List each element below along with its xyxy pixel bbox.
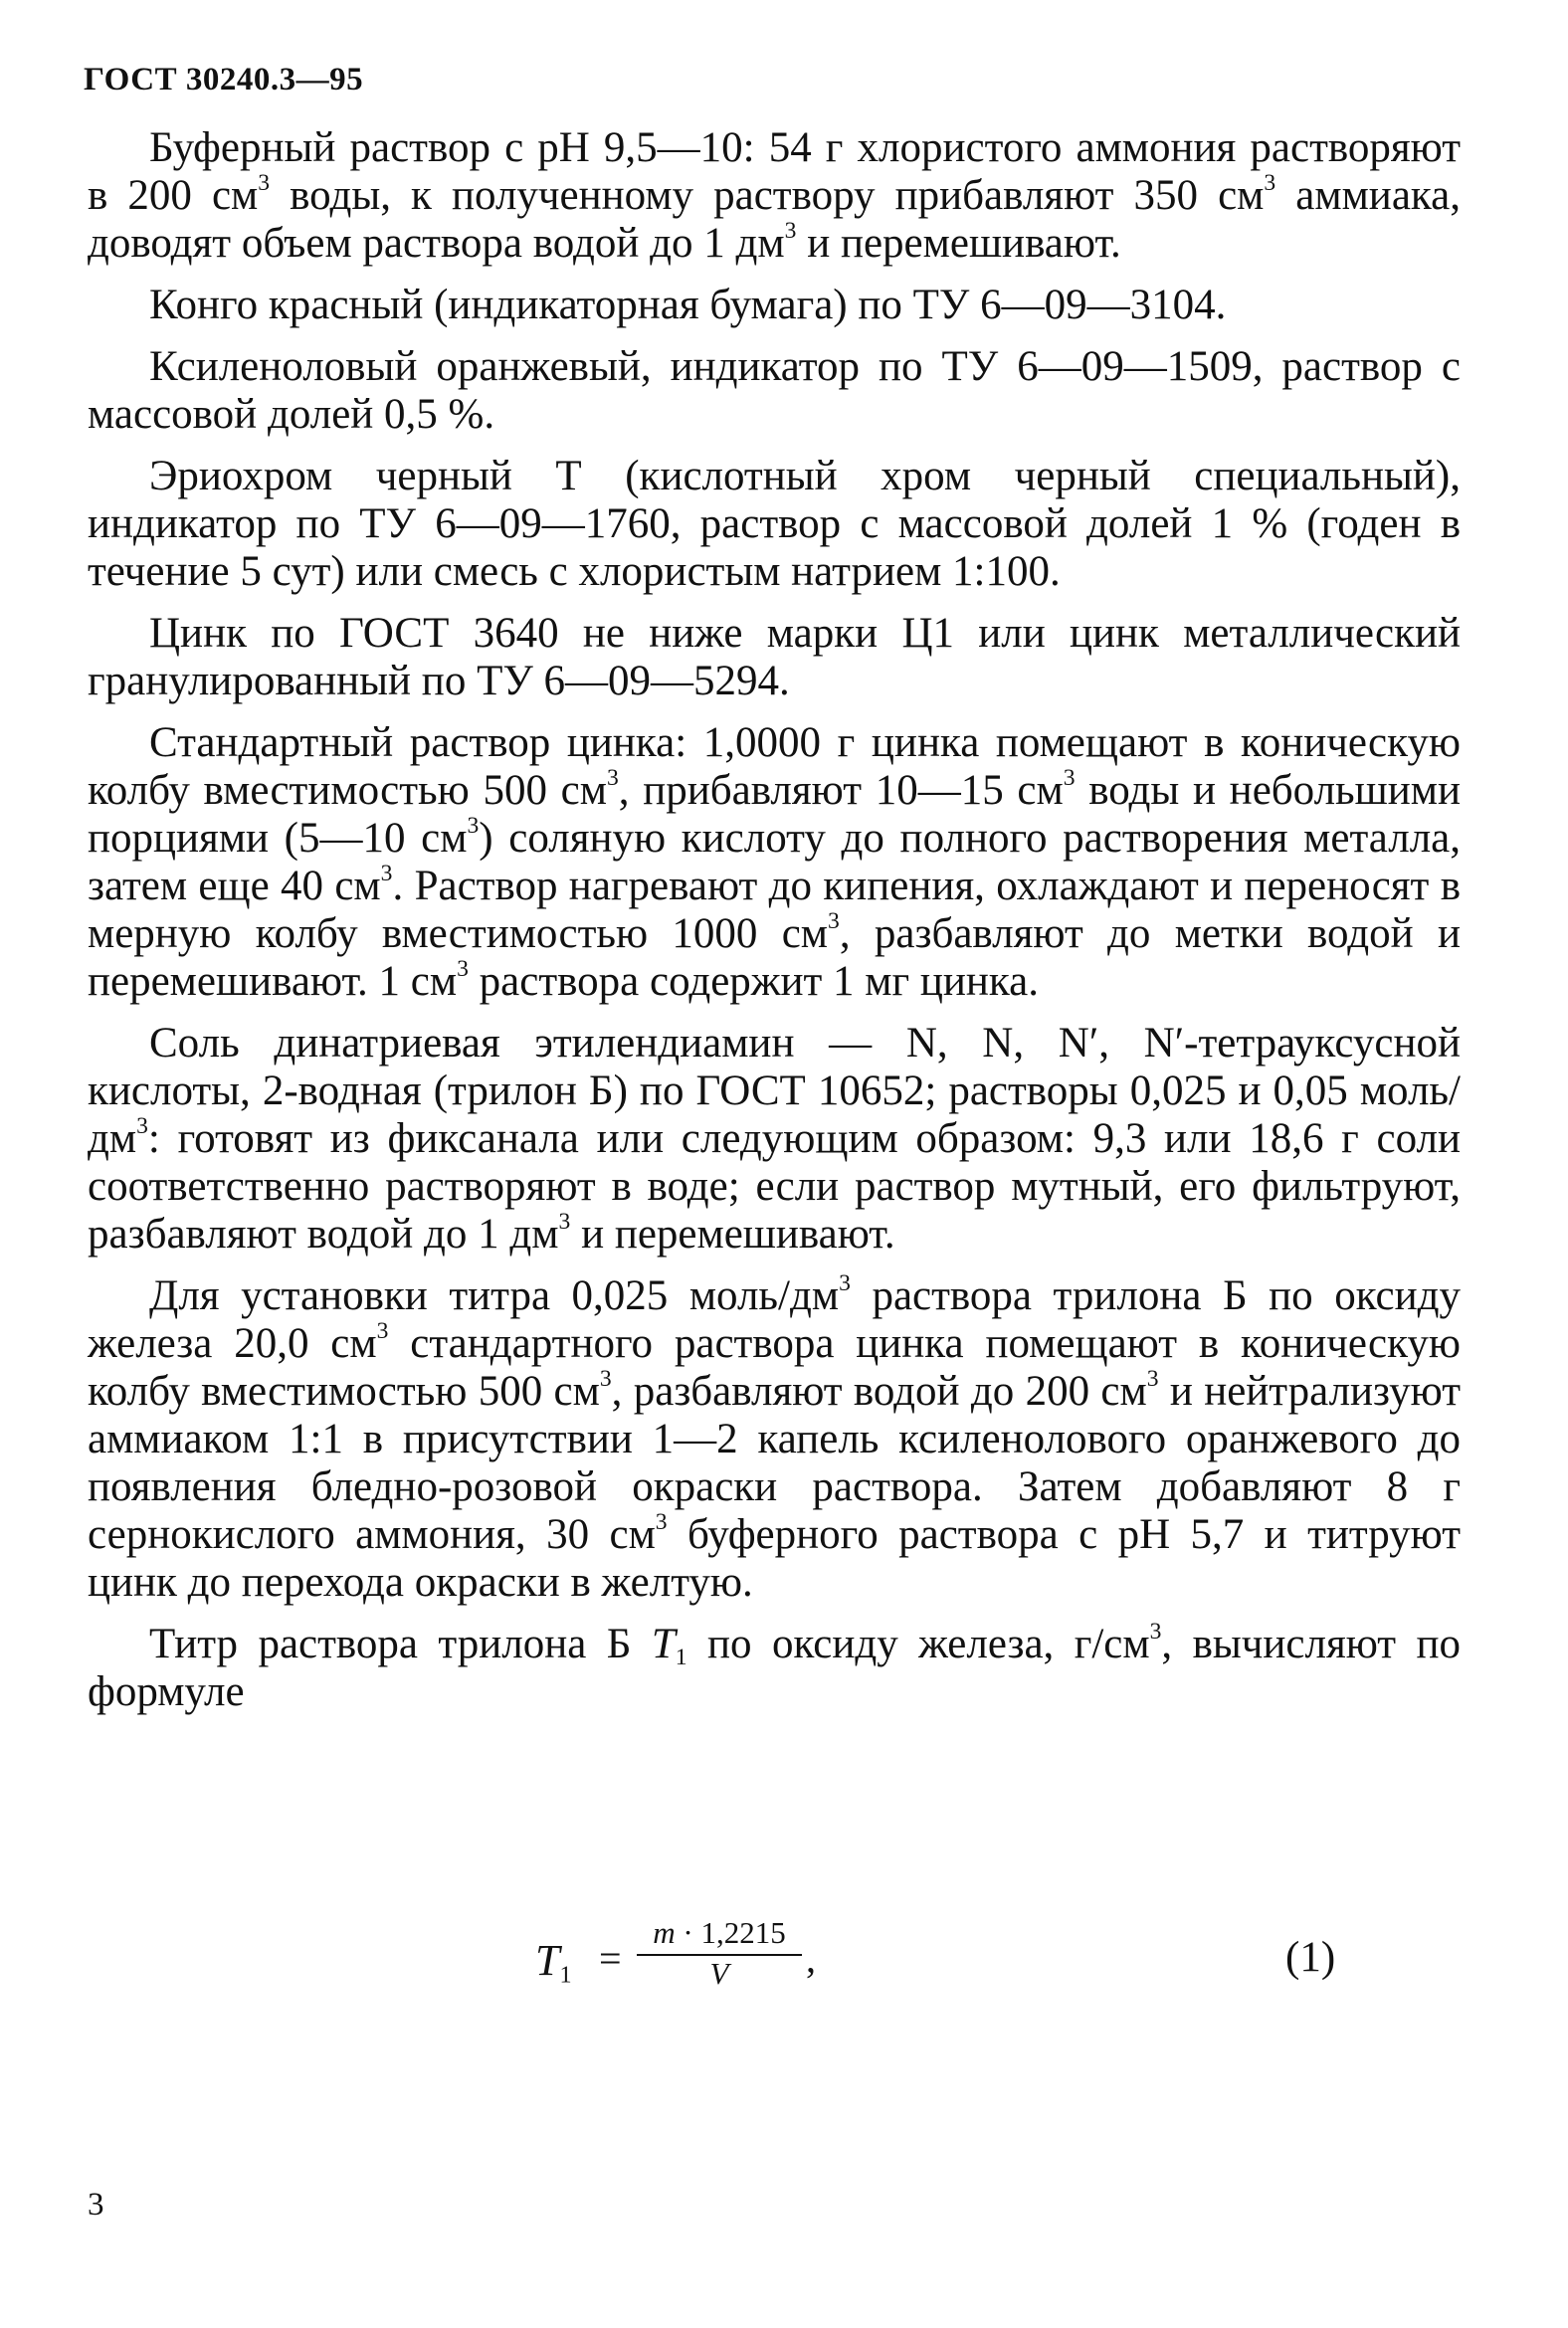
formula-fraction	[637, 1915, 802, 1992]
body-text	[88, 124, 1461, 1730]
formula-numerator: m · 1,2215	[637, 1915, 802, 1956]
paragraph-congo-red: Конго красный (индикаторная бумага) по ТУ 6—09—3104.	[149, 282, 1227, 328]
paragraph-eriochrome-black: Эриохром черный Т (кислотный хром черный специальный), индикатор по ТУ 6—09—1760, раствор с массовой долей 1 % (годен в течение 5 сут) или смесь с хлористым натрием 1:100.	[88, 453, 1461, 595]
paragraph-standard-zinc-solution: Стандартный раствор цинка: 1,0000 г цинка помещают в коническую колбу вместимостью 500 $см^3$, прибавляют 10—15 $см^3$ воды и небольшими порциями (5—10 $см^3$) соляную кислоту до полного растворения металла, затем еще 40 $см^3$. Раствор нагревают до кипения, охлаждают и переносят в мерную колбу вместимостью 1000 $см^3$, разбавляют до метки водой и перемешивают. 1 $см^3$ раствора содержит 1 мг цинка.	[88, 719, 1462, 1005]
formula-block	[0, 1915, 1568, 2025]
formula-lhs: $T_1$	[535, 1936, 572, 1989]
formula-denominator: V	[709, 1956, 729, 1991]
paragraph-zinc: Цинк по ГОСТ 3640 не ниже марки Ц1 или цинк металлический гранулированный по ТУ 6—09—5294.	[88, 610, 1461, 704]
formula-comma: ,	[806, 1936, 816, 1981]
formula-number: (1)	[1285, 1934, 1336, 1981]
formula-equals: =	[599, 1936, 622, 1981]
document-header: ГОСТ 30240.3—95	[84, 62, 364, 97]
paragraph-buffer-solution: Буферный раствор с рН 9,5—10: 54 г хлористого аммония растворяют в 200 $см^3$ воды, к полученному раствору прибавляют 350 $см^3$ аммиака, доводят объем раствора водой до 1 $дм^3$ и перемешивают.	[88, 124, 1461, 267]
paragraph-titer-formula-intro: Титр раствора трилона Б $T_1$ по оксиду железа, $г/см^3$, вычисляют по формуле	[88, 1619, 1462, 1715]
paragraph-xylenol-orange: Ксиленоловый оранжевый, индикатор по ТУ 6—09—1509, раствор с массовой долей 0,5 %.	[88, 343, 1461, 438]
page-number: 3	[88, 2187, 104, 2223]
paragraph-trilon-b: Соль динатриевая этилендиамин — N, N, N′, N′-тетрауксусной кислоты, 2-водная (трилон Б) по ГОСТ 10652; растворы 0,025 и 0,05 моль/$дм^3$: готовят из фиксанала или следующим образом: 9,3 или 18,6 г соли соответственно растворяют в воде; если раствор мутный, его фильтруют, разбавляют водой до 1 $дм^3$ и перемешивают.	[88, 1020, 1461, 1258]
paragraph-titer-setup: Для установки титра 0,025 моль/$дм^3$ раствора трилона Б по оксиду железа 20,0 $см^3$ стандартного раствора цинка помещают в коническую колбу вместимостью 500 $см^3$, разбавляют водой до 200 $см^3$ и нейтрализуют аммиаком 1:1 в присутствии 1—2 капель ксиленолового оранжевого до появления бледно-розовой окраски раствора. Затем добавляют 8 г сернокислого аммония, 30 $см^3$ буферного раствора с рН 5,7 и титруют цинк до перехода окраски в желтую.	[88, 1270, 1462, 1606]
